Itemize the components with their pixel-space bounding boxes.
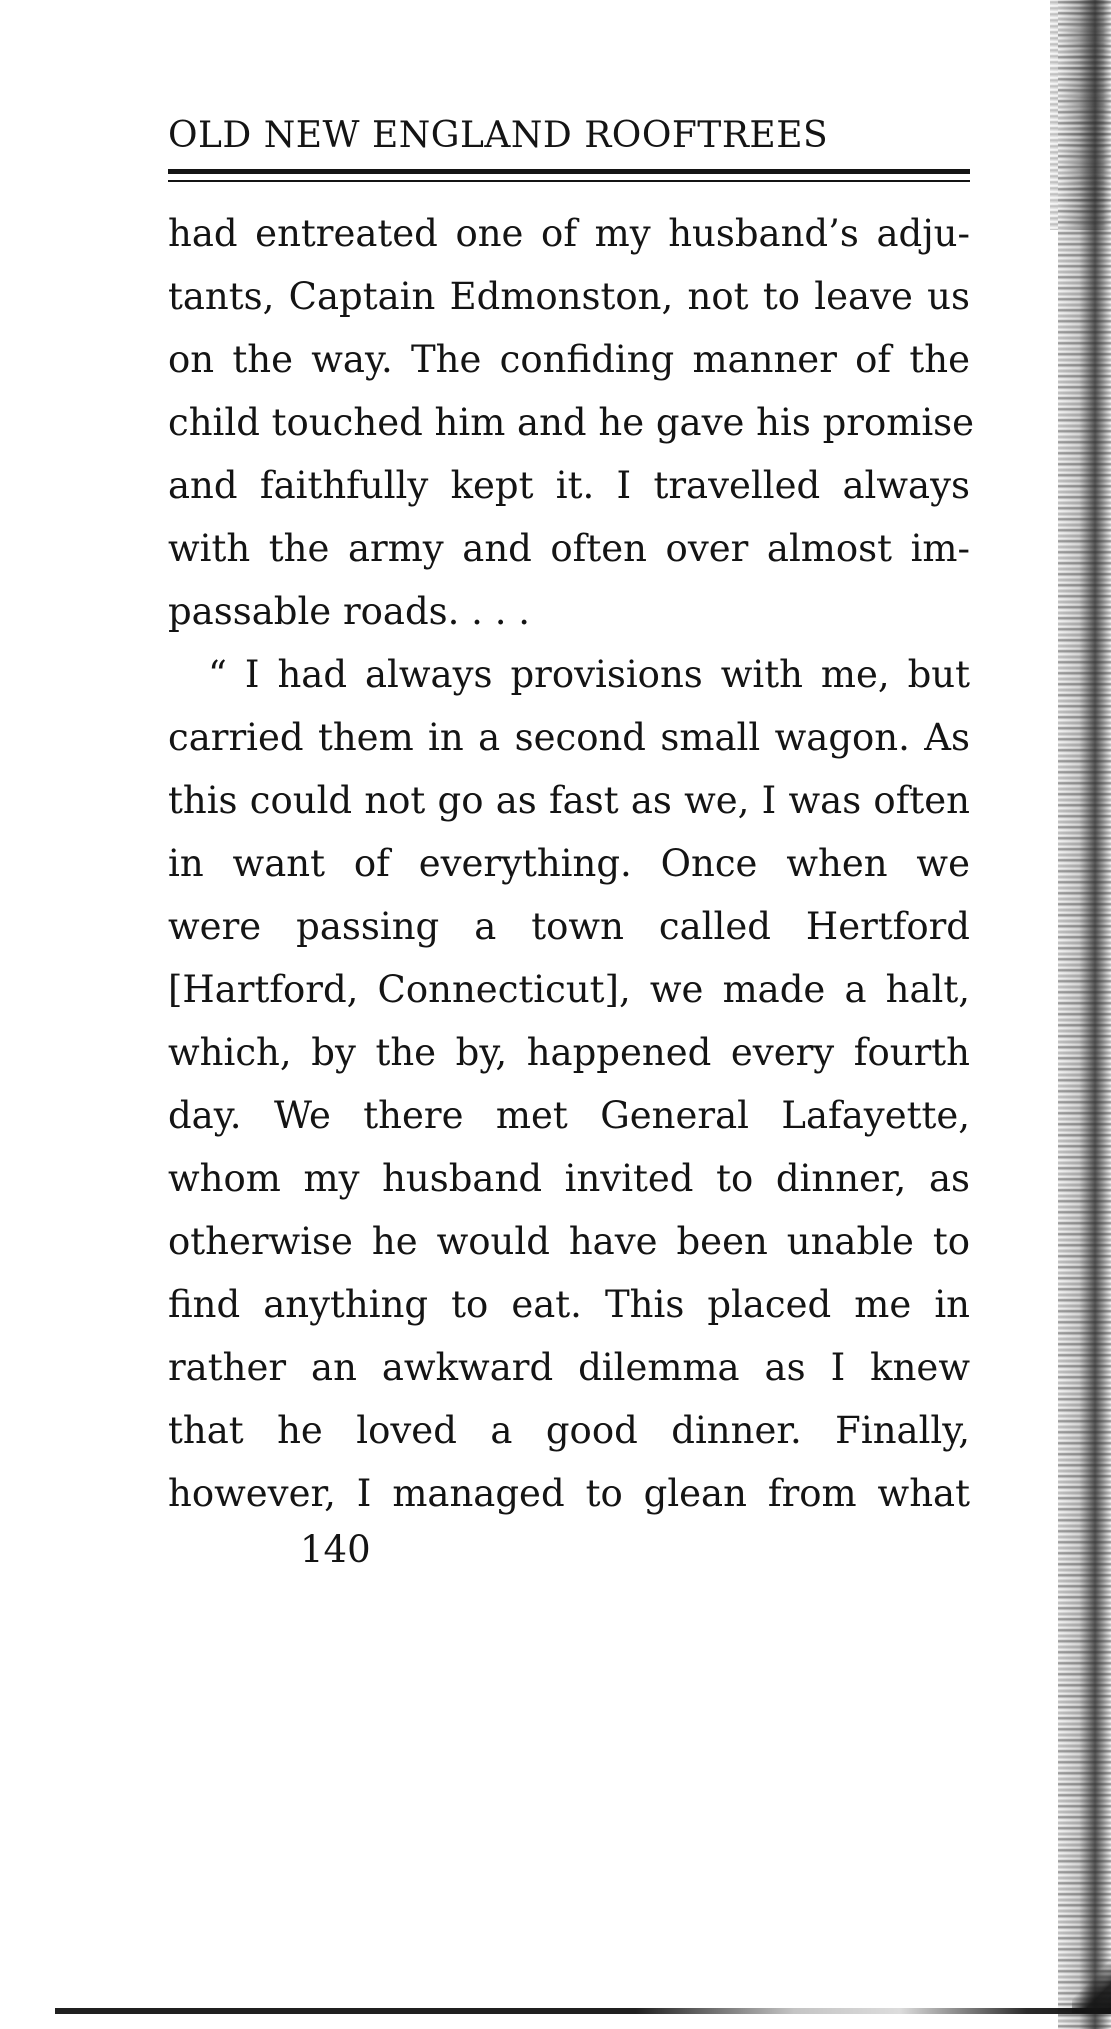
text-line: carried them in a second small wagon. As (168, 716, 970, 759)
text-line: and faithfully kept it. I travelled always (168, 464, 970, 507)
text-line: [Hartford, Connecticut], we made a halt, (168, 968, 970, 1011)
text-line: had entreated one of my husband’s adju- (168, 212, 970, 255)
text-line: were passing a town called Hertford (168, 905, 970, 948)
text-line: tants, Captain Edmonston, not to leave us (168, 275, 970, 318)
text-line: “ I had always provisions with me, but (208, 653, 970, 696)
page-number: 140 (300, 1528, 371, 1571)
header-rule-thick (168, 169, 970, 174)
text-line: that he loved a good dinner. Finally, (168, 1409, 970, 1452)
text-line: which, by the by, happened every fourth (168, 1031, 970, 1074)
text-line: with the army and often over almost im- (168, 527, 970, 570)
text-line: whom my husband invited to dinner, as (168, 1157, 970, 1200)
text-line: otherwise he would have been unable to (168, 1220, 970, 1263)
running-head: OLD NEW ENGLAND ROOFTREES (168, 115, 829, 156)
text-line: this could not go as fast as we, I was often (168, 779, 970, 822)
corner-curl-shadow (1072, 1955, 1111, 2013)
text-line: however, I managed to glean from what (168, 1472, 970, 1515)
text-line: find anything to eat. This placed me in (168, 1283, 970, 1326)
text-line: rather an awkward dilemma as I knew (168, 1346, 970, 1389)
page-edge-shadow (1058, 0, 1111, 2029)
text-line: on the way. The confiding manner of the (168, 338, 970, 381)
header-rule-thin (168, 180, 970, 182)
text-line: child touched him and he gave his promise (168, 401, 975, 444)
text-line: passable roads. . . . (168, 590, 530, 633)
text-line: in want of everything. Once when we (168, 842, 970, 885)
text-line: day. We there met General Lafayette, (168, 1094, 970, 1137)
bottom-edge-shadow (55, 2008, 1111, 2014)
body-text (168, 202, 975, 1525)
